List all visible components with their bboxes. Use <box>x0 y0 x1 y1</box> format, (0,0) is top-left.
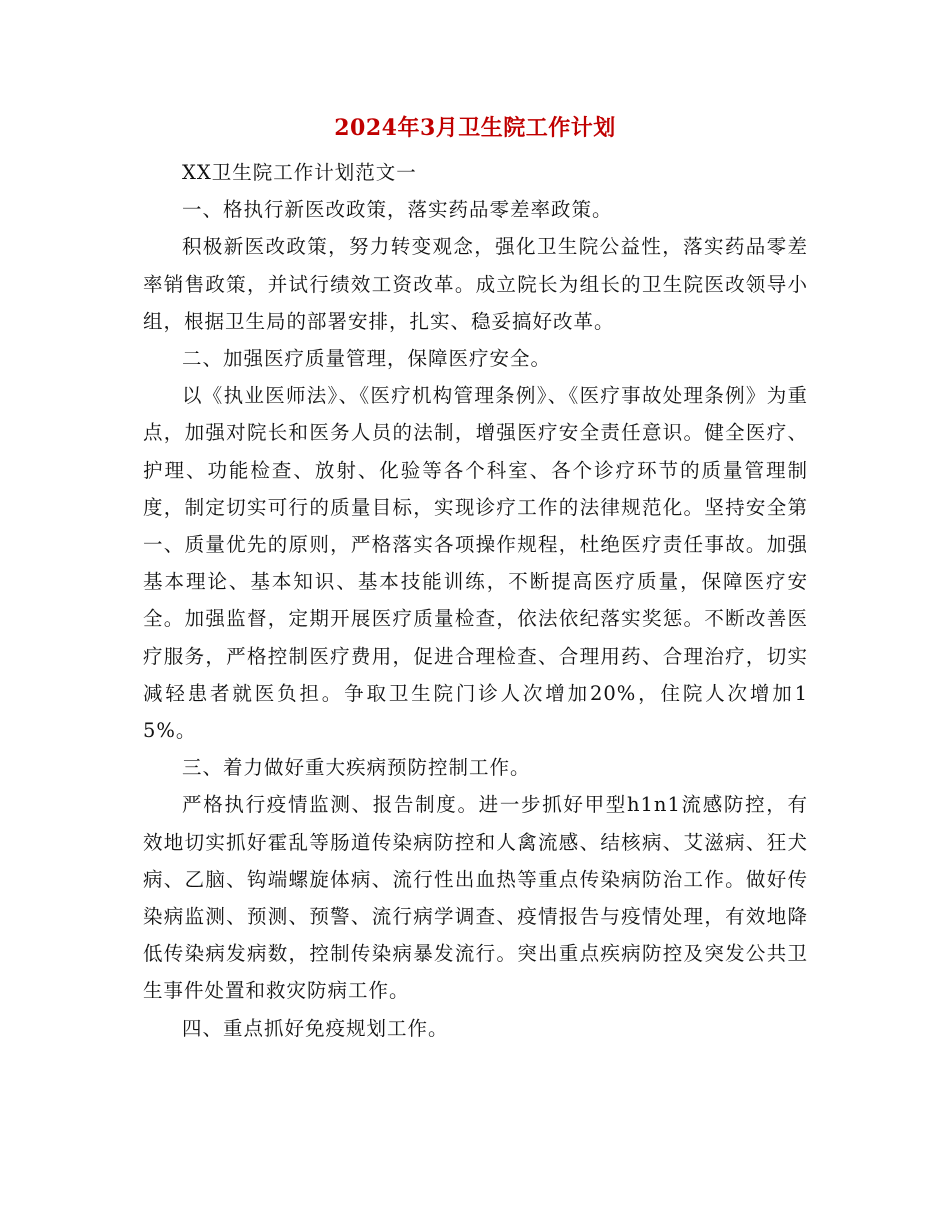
document-body <box>143 154 808 1047</box>
document-title: 2024年3月卫生院工作计划 <box>334 115 616 141</box>
paragraph-3: 严格执行疫情监测、报告制度。进一步抓好甲型h1n1流感防控，有效地切实抓好霍乱等肠道传染病防控和人禽流感、结核病、艾滋病、狂犬病、乙脑、钩端螺旋体病、流行性出血热等重点传染病防治工作。做好传染病监测、预测、预警、流行病学调查、疫情报告与疫情处理，有效地降低传染病发病数，控制传染病暴发流行。突出重点疾病防控及突发公共卫生事件处置和救灾防病工作。 <box>143 793 808 1003</box>
paragraph-subtitle: XX卫生院工作计划范文一 <box>182 161 417 184</box>
section-heading-3: 三、着力做好重大疾病预防控制工作。 <box>182 756 531 780</box>
section-heading-4: 四、重点抓好免疫规划工作。 <box>182 1016 449 1040</box>
section-heading-1: 一、格执行新医改政策，落实药品零差率政策。 <box>182 198 613 222</box>
paragraph-1: 积极新医改政策，努力转变观念，强化卫生院公益性，落实药品零差率销售政策，并试行绩效工资改革。成立院长为组长的卫生院医改领导小组，根据卫生局的部署安排，扎实、稳妥搞好改革。 <box>143 235 808 333</box>
paragraph-2: 以《执业医师法》、《医疗机构管理条例》、《医疗事故处理条例》为重点，加强对院长和医务人员的法制，增强医疗安全责任意识。健全医疗、护理、功能检查、放射、化验等各个科室、各个诊疗环节的质量管理制度，制定切实可行的质量目标，实现诊疗工作的法律规范化。坚持安全第一、质量优先的原则，严格落实各项操作规程，杜绝医疗责任事故。加强基本理论、基本知识、基本技能训练，不断提高医疗质量，保障医疗安全。加强监督，定期开展医疗质量检查，依法依纪落实奖惩。不断改善医疗服务，严格控制医疗费用，促进合理检查、合理用药、合理治疗，切实减轻患者就医负担。争取卫生院门诊人次增加20%，住院人次增加15%。 <box>143 384 808 743</box>
section-heading-2: 二、加强医疗质量管理，保障医疗安全。 <box>182 347 552 371</box>
